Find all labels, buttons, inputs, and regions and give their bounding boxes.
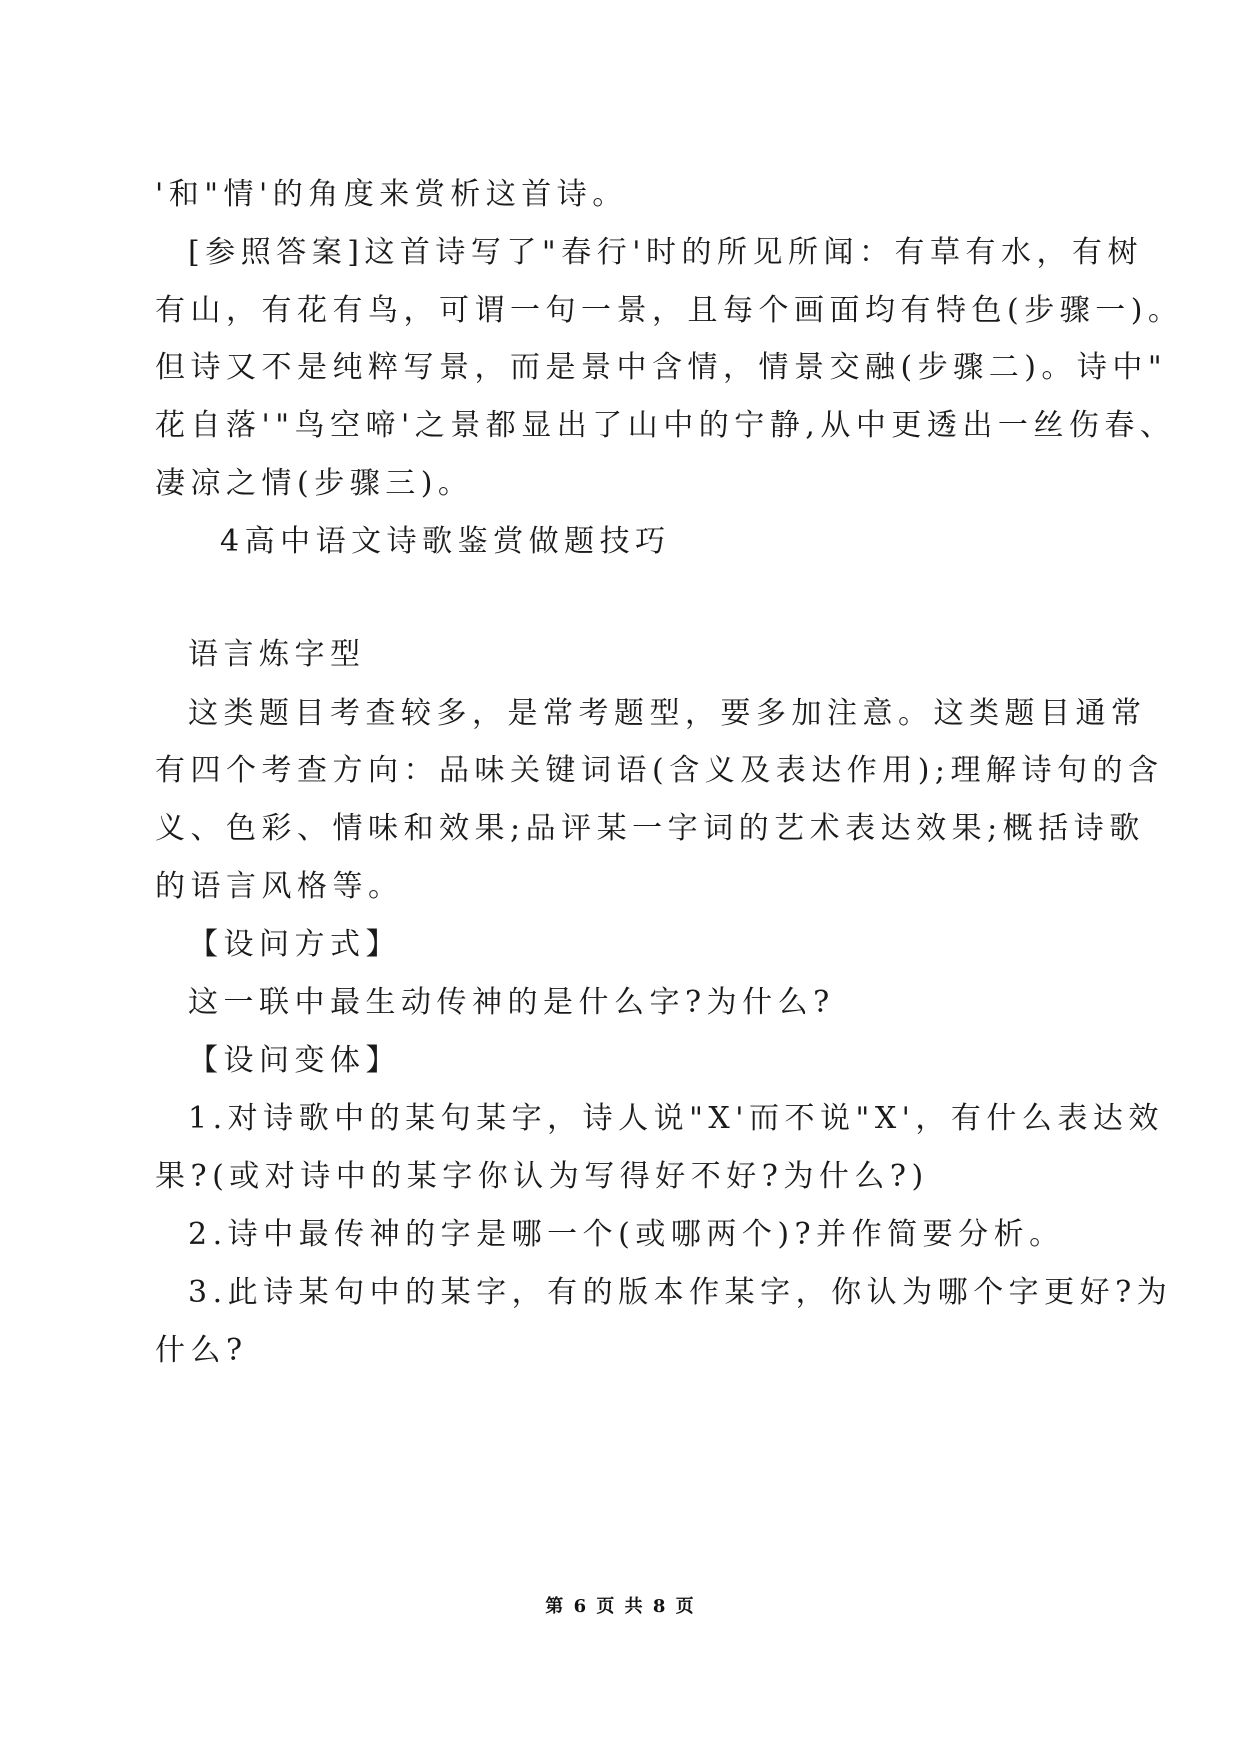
label-heading: 【设问方式】	[188, 927, 401, 962]
text-line: 这一联中最生动传神的是什么字?为什么?	[188, 985, 835, 1020]
section-heading: 4高中语文诗歌鉴赏做题技巧	[220, 524, 671, 559]
text-line: 花自落'"鸟空啼'之景都显出了山中的宁静,从中更透出一丝伤春、	[155, 408, 1176, 443]
list-item: 3.此诗某句中的某字，有的版本作某字，你认为哪个字更好?为	[188, 1275, 1173, 1310]
label-heading: 【设问变体】	[188, 1043, 401, 1078]
list-item: 2.诗中最传神的字是哪一个(或哪两个)?并作简要分析。	[188, 1217, 1065, 1252]
text-line: '和"情'的角度来赏析这首诗。	[155, 177, 628, 212]
text-line: 义、色彩、情味和效果;品评某一字词的艺术表达效果;概括诗歌	[155, 811, 1145, 846]
text-line: [参照答案]这首诗写了"春行'时的所见所闻：有草有水，有树	[188, 235, 1143, 270]
list-item: 1.对诗歌中的某句某字，诗人说"X'而不说"X'，有什么表达效	[188, 1101, 1164, 1136]
text-line: 果?(或对诗中的某字你认为写得好不好?为什么?)	[155, 1159, 929, 1194]
subsection-heading: 语言炼字型	[188, 637, 366, 672]
text-line: 有山，有花有鸟，可谓一句一景，且每个画面均有特色(步骤一)。	[155, 293, 1184, 328]
page-number-footer: 第 6 页 共 8 页	[545, 1596, 696, 1617]
text-line: 这类题目考查较多，是常考题型，要多加注意。这类题目通常	[188, 696, 1147, 731]
text-line: 什么?	[155, 1333, 248, 1368]
text-line: 的语言风格等。	[155, 869, 404, 904]
text-line: 凄凉之情(步骤三)。	[155, 466, 474, 501]
text-line: 但诗又不是纯粹写景，而是景中含情，情景交融(步骤二)。诗中"	[155, 350, 1168, 385]
text-line: 有四个考查方向：品味关键词语(含义及表达作用);理解诗句的含	[155, 753, 1164, 788]
